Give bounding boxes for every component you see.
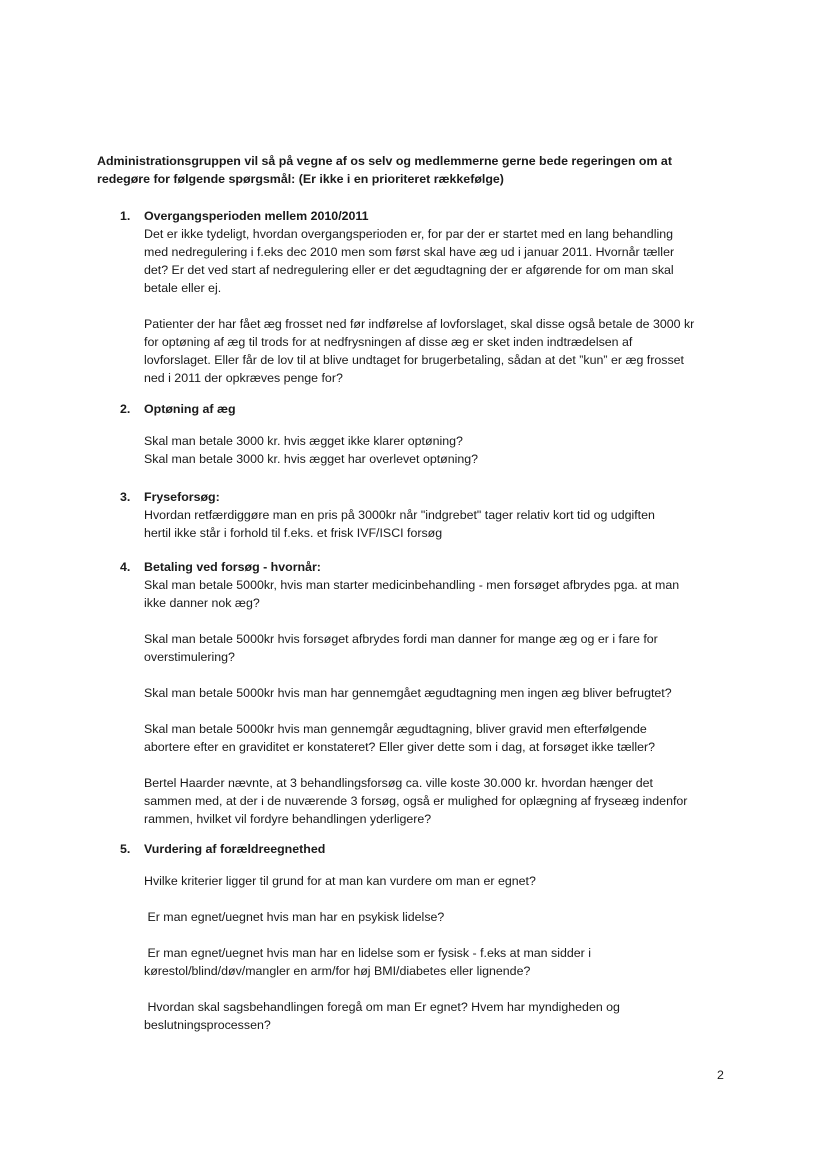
section-number: 5. (120, 842, 131, 856)
section-title: Overgangsperioden mellem 2010/2011 (144, 209, 369, 223)
section-paragraph: Bertel Haarder nævnte, at 3 behandlingsforsøg ca. ville koste 30.000 kr. hvordan hænger det sammen med, at der i de nuværende 3 forsøg, også er mulighed for oplægning af fryseæg indenfor rammen, hvilket vil fordyre behandlingen yderligere? (144, 776, 688, 826)
section-paragraph: Hvilke kriterier ligger til grund for at man kan vurdere om man er egnet? (144, 874, 536, 888)
section-1 (120, 207, 740, 387)
section-2 (120, 400, 740, 468)
section-paragraph: Er man egnet/uegnet hvis man har en lidelse som er fysisk - f.eks at man sidder i kørestol/blind/døv/mangler en arm/for høj BMI/diabetes eller lignende? (144, 946, 591, 978)
section-paragraph: Skal man betale 5000kr hvis man gennemgår ægudtagning, bliver gravid men efterfølgende abortere efter en graviditet er konstateret? Eller giver dette som i dag, at forsøget ikke tæller? (144, 722, 656, 754)
section-number: 3. (120, 490, 131, 504)
page-number: 2 (717, 1068, 724, 1082)
section-3 (120, 488, 740, 542)
section-title: Fryseforsøg: (144, 490, 220, 504)
section-paragraph: Skal man betale 5000kr hvis forsøget afbrydes fordi man danner for mange æg og er i fare for overstimulering? (144, 632, 658, 664)
section-5 (120, 840, 740, 1034)
section-paragraph: Patienter der har fået æg frosset ned før indførelse af lovforslaget, skal disse også betale de 3000 kr for optøning af æg til trods for at nedfrysningen af disse æg er sket inden indtrædelsen af lovforslaget. Eller får de lov til at blive undtaget for brugerbetaling, sådan at det ”kun” er æg frosset ned i 2011 der opkræves penge for? (144, 317, 695, 385)
intro-line: redegøre for følgende spørgsmål: (Er ikke i en prioriteret rækkefølge) (97, 172, 504, 186)
section-paragraph: Hvordan skal sagsbehandlingen foregå om man Er egnet? Hvem har myndigheden og beslutningsprocessen? (144, 1000, 620, 1032)
section-paragraph: Er man egnet/uegnet hvis man har en psykisk lidelse? (144, 910, 445, 924)
section-paragraph: Skal man betale 5000kr hvis man har gennemgået ægudtagning men ingen æg bliver befrugtet? (144, 686, 672, 700)
intro-paragraph (97, 152, 717, 188)
section-title: Betaling ved forsøg - hvornår: (144, 560, 321, 574)
section-title: Optøning af æg (144, 402, 236, 416)
section-title: Vurdering af forældreegnethed (144, 842, 326, 856)
section-4 (120, 558, 740, 828)
section-paragraph: Skal man betale 5000kr, hvis man starter medicinbehandling - men forsøget afbrydes pga. at man ikke danner nok æg? (144, 578, 680, 610)
section-paragraph: Hvordan retfærdiggøre man en pris på 3000kr når "indgrebet" tager relativ kort tid og udgiften hertil ikke står i forhold til f.eks. et frisk IVF/ISCI forsøg (144, 508, 655, 540)
intro-line: Administrationsgruppen vil så på vegne af os selv og medlemmerne gerne bede regeringen om at (97, 154, 672, 168)
section-number: 1. (120, 209, 131, 223)
section-number: 4. (120, 560, 131, 574)
section-paragraph: Skal man betale 3000 kr. hvis ægget ikke klarer optøning? Skal man betale 3000 kr. hvis ægget har overlevet optøning? (144, 434, 479, 466)
section-number: 2. (120, 402, 131, 416)
section-paragraph: Det er ikke tydeligt, hvordan overgangsperioden er, for par der er startet med en lang behandling med nedregulering i f.eks dec 2010 men som først skal have æg ud i januar 2011. Hvornår tæller det? Er det ved start af nedregulering eller er det ægudtagning der er afgørende for om man skal betale eller ej. (144, 227, 675, 295)
